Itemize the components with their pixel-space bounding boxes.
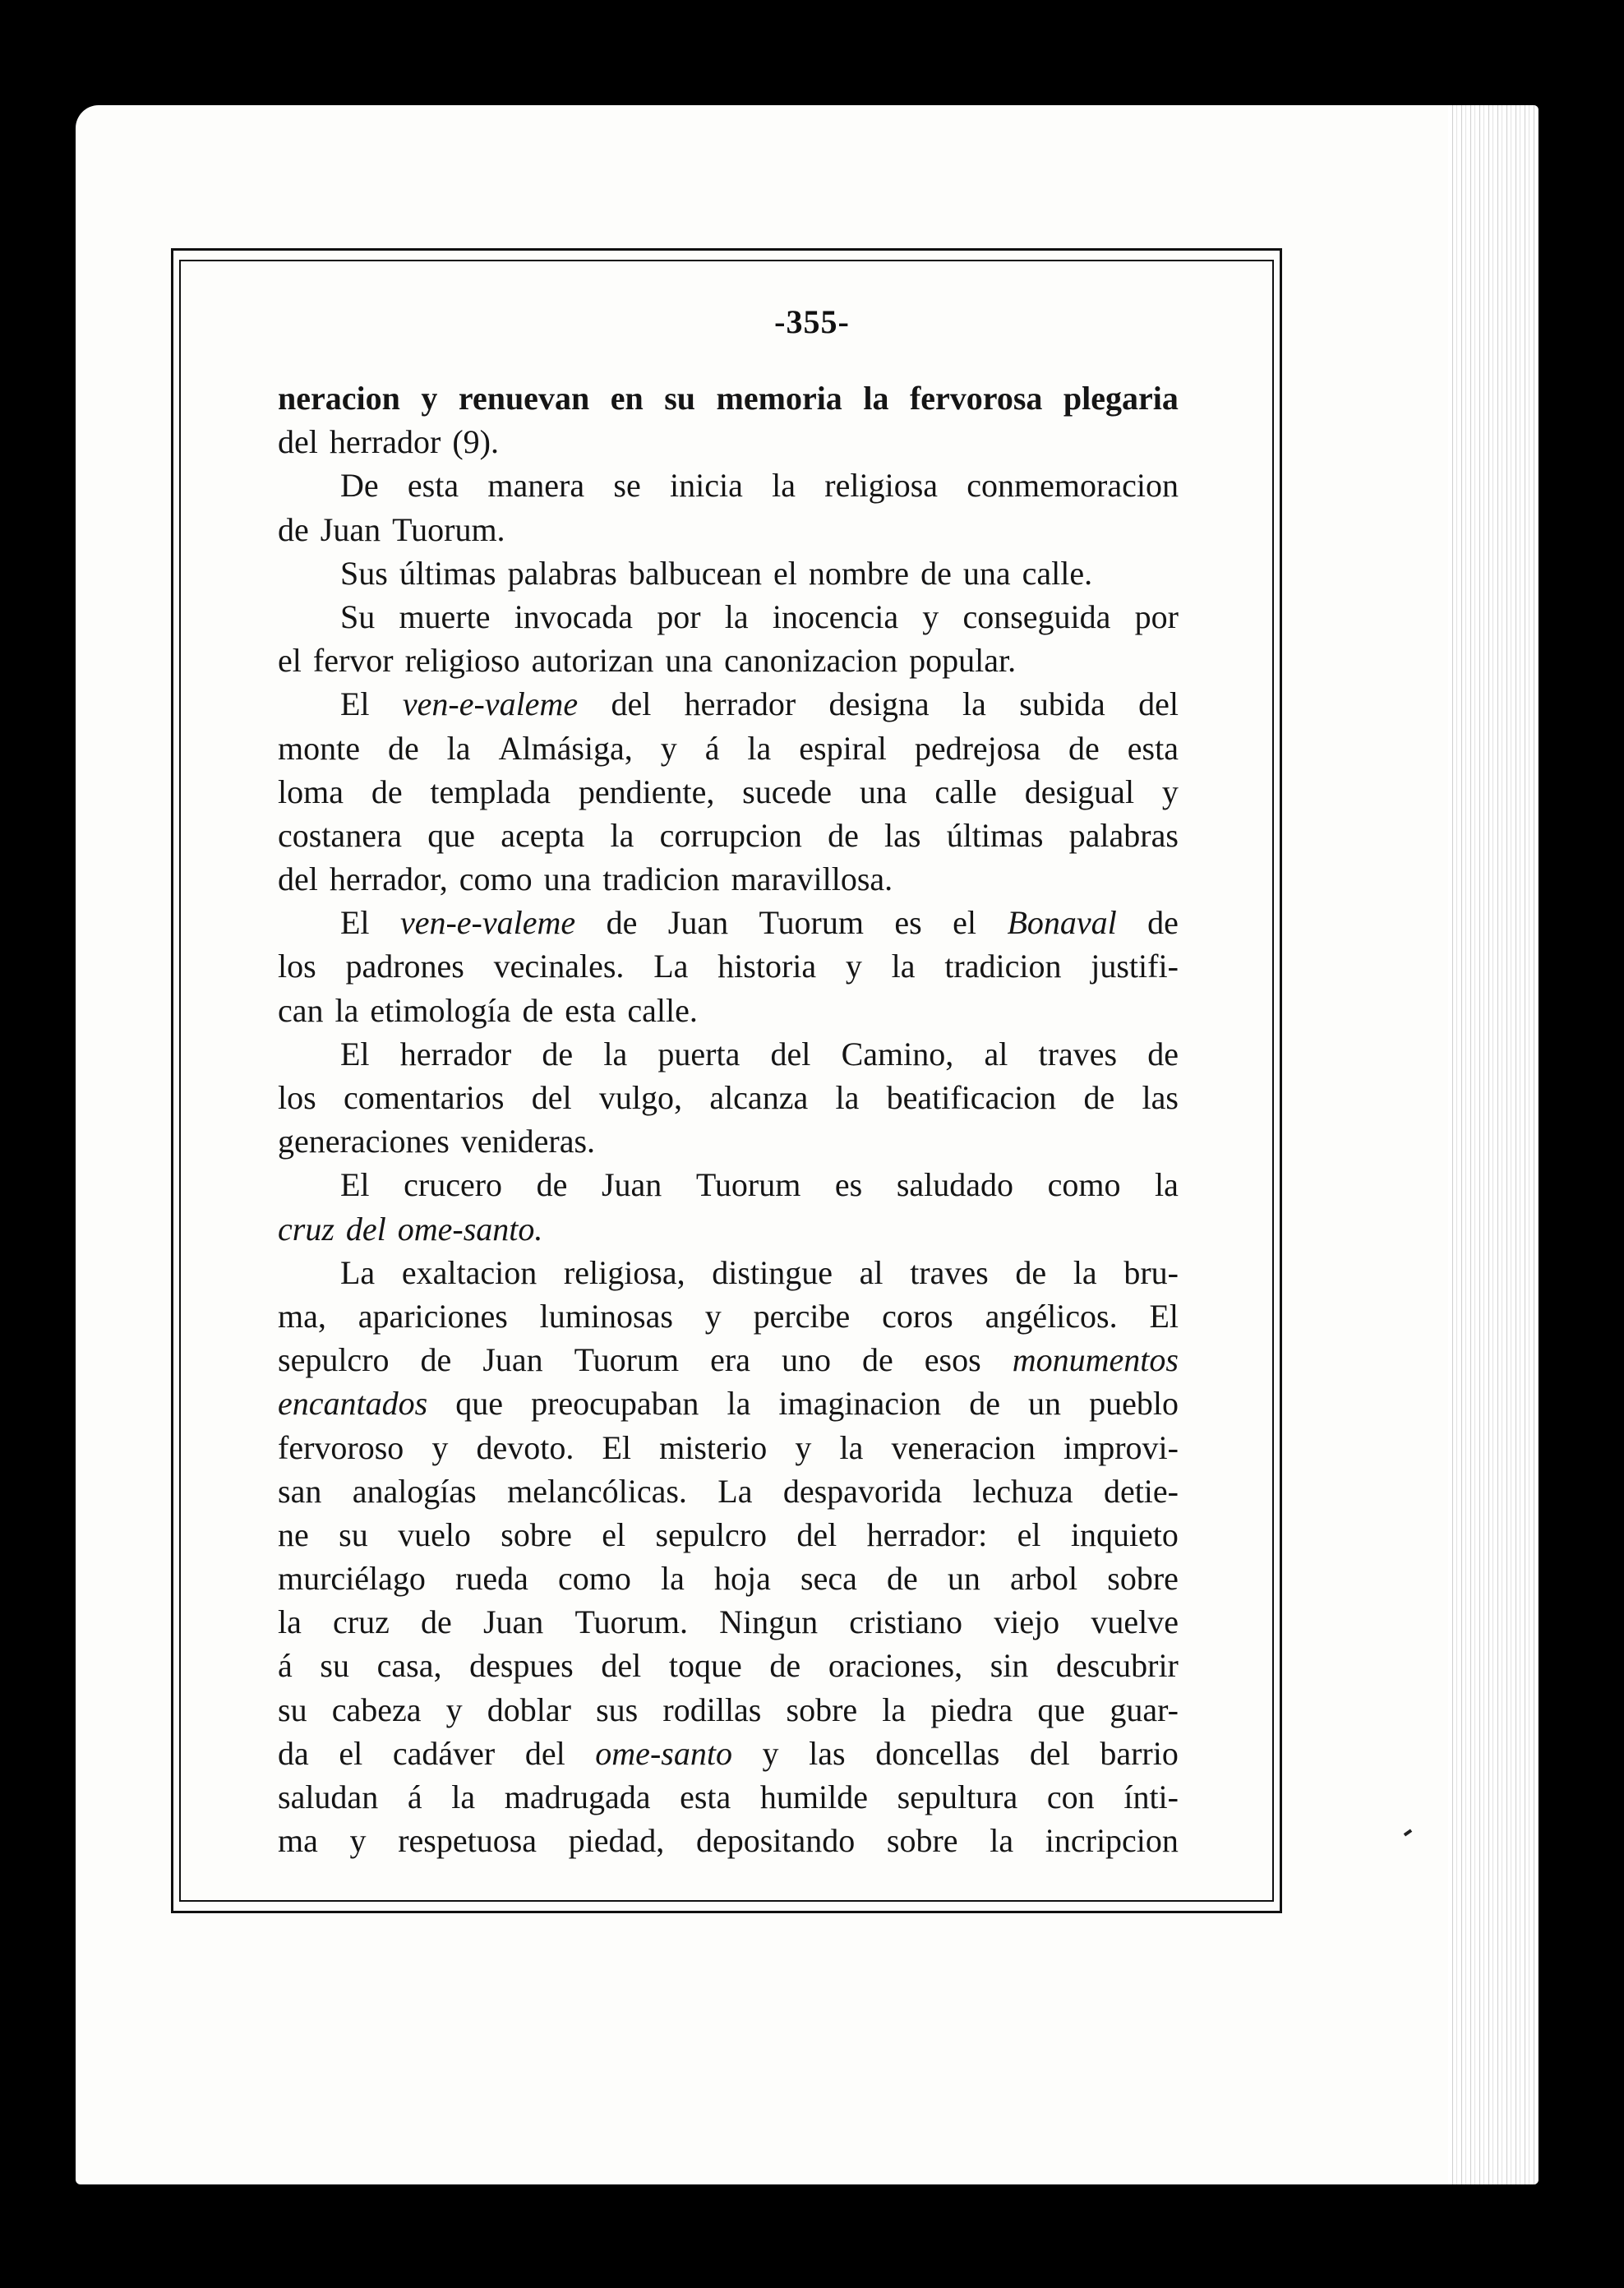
text-line: los comentarios del vulgo, alcanza la beatificacion de las <box>278 1079 1179 1116</box>
text-line: can la etimología de esta calle. <box>278 991 698 1029</box>
text-line: saludan á la madrugada esta humilde sepultura con ínti- <box>278 1778 1179 1815</box>
text-line: generaciones venideras. <box>278 1123 596 1160</box>
text-line: Sus últimas palabras balbucean el nombre de una calle. <box>340 554 1093 592</box>
text-line: da el cadáver del ome-santo y las doncellas del barrio <box>278 1734 1179 1772</box>
text-line: su cabeza y doblar sus rodillas sobre la piedra que guar- <box>278 1691 1179 1728</box>
text-line: encantados que preocupaban la imaginacion de un pueblo <box>278 1385 1179 1423</box>
text-line: san analogías melancólicas. La despavorida lechuza detie- <box>278 1472 1179 1510</box>
text-line: De esta manera se inicia la religiosa conmemoracion <box>340 467 1179 505</box>
page-edges <box>1448 105 1539 2184</box>
text-line: ma, apariciones luminosas y percibe coros angélicos. El <box>278 1297 1179 1335</box>
text-line: del herrador, como una tradicion maravillosa. <box>278 860 893 898</box>
text-line: El herrador de la puerta del Camino, al traves de <box>340 1035 1179 1072</box>
text-line: del herrador (9). <box>278 423 499 461</box>
text-line: la cruz de Juan Tuorum. Ningun cristiano viejo vuelve <box>278 1603 1179 1641</box>
text-line: á su casa, despues del toque de oraciones, sin descubrir <box>278 1647 1179 1685</box>
text-line: ma y respetuosa piedad, depositando sobre la incripcion <box>278 1822 1179 1860</box>
text-line: sepulcro de Juan Tuorum era uno de esos monumentos <box>278 1341 1179 1379</box>
text-line: El ven-e-valeme de Juan Tuorum es el Bonaval de <box>340 904 1179 942</box>
text-line: de Juan Tuorum. <box>278 510 505 548</box>
text-line: costanera que acepta la corrupcion de las últimas palabras <box>278 816 1179 854</box>
text-line: neracion y renuevan en su memoria la fervorosa plegaria <box>278 380 1179 417</box>
text-line: Su muerte invocada por la inocencia y conseguida por <box>340 597 1179 635</box>
page-number: -355- <box>774 303 850 340</box>
text-line: fervoroso y devoto. El misterio y la veneracion improvi- <box>278 1428 1179 1466</box>
text-line: El crucero de Juan Tuorum es saludado como la <box>340 1166 1179 1204</box>
text-line: loma de templada pendiente, sucede una calle desigual y <box>278 773 1179 810</box>
text-line: murciélago rueda como la hoja seca de un arbol sobre <box>278 1560 1179 1598</box>
text-line: cruz del ome-santo. <box>278 1210 543 1248</box>
text-line: el fervor religioso autorizan una canonizacion popular. <box>278 642 1017 680</box>
text-line: La exaltacion religiosa, distingue al traves de la bru- <box>340 1253 1179 1291</box>
body-text <box>278 376 1179 1862</box>
text-line: los padrones vecinales. La historia y la tradicion justifi- <box>278 948 1179 985</box>
text-line: El ven-e-valeme del herrador designa la subida del <box>340 685 1179 723</box>
text-line: monte de la Almásiga, y á la espiral pedrejosa de esta <box>278 729 1179 767</box>
text-line: ne su vuelo sobre el sepulcro del herrador: el inquieto <box>278 1515 1179 1553</box>
